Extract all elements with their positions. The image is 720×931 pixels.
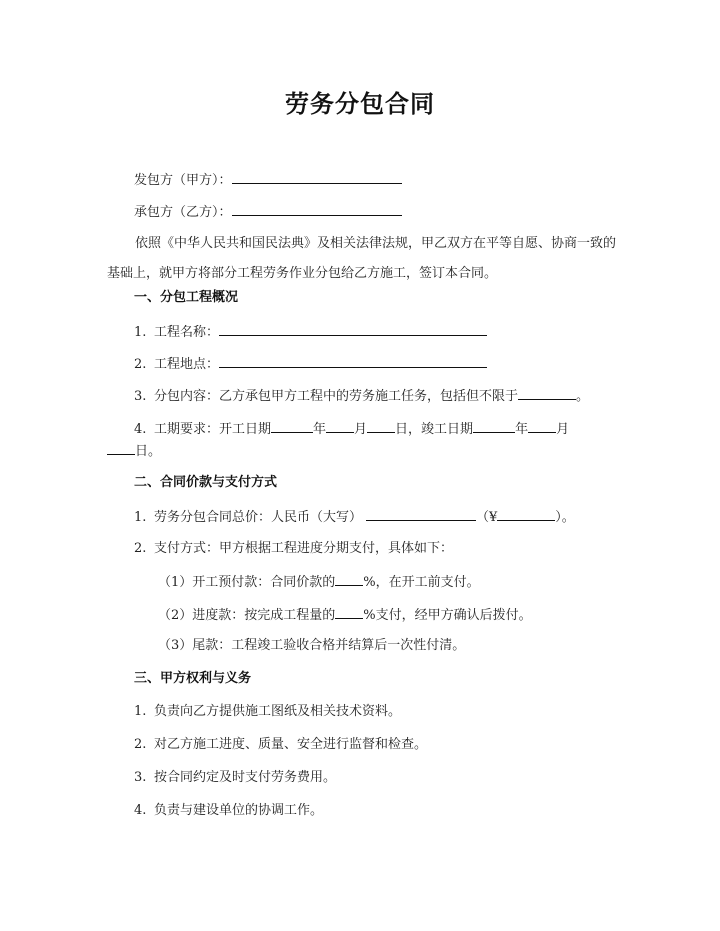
preamble-paragraph: 依照《中华人民共和国民法典》及相关法律法规，甲乙双方在平等自愿、协商一致的基础上，就甲方将部分工程劳务作业分包给乙方施工，签订本合同。 bbox=[107, 236, 617, 281]
end-year-field[interactable] bbox=[473, 419, 515, 433]
end-month-field[interactable] bbox=[528, 419, 556, 433]
section-1-item-2: 2. 工程地点： bbox=[134, 354, 487, 374]
party-a-field[interactable] bbox=[232, 170, 402, 184]
total-price-text: 劳务分包合同总价：人民币（大写） bbox=[154, 510, 363, 525]
payment-method-text: 支付方式：甲方根据工程进度分期支付，具体如下： bbox=[154, 541, 454, 556]
start-year-field[interactable] bbox=[271, 419, 313, 433]
section-3-item-3: 3. 按合同约定及时支付劳务费用。 bbox=[134, 770, 337, 785]
section-3-item-4: 4. 负责与建设单位的协调工作。 bbox=[134, 803, 324, 818]
section-1-item-1: 1. 工程名称： bbox=[134, 322, 487, 342]
payment-sub-item-3: （3）尾款：工程竣工验收合格并结算后一次性付清。 bbox=[158, 638, 466, 653]
project-location-field[interactable] bbox=[219, 354, 487, 368]
party-b-line bbox=[134, 202, 402, 222]
party-a-line bbox=[134, 170, 402, 190]
section-1-item-4-cont: 日。 bbox=[107, 441, 161, 461]
section-1-heading: 一、分包工程概况 bbox=[134, 290, 239, 305]
document-title: 劳务分包合同 bbox=[285, 90, 435, 118]
project-name-field[interactable] bbox=[219, 322, 487, 336]
progress-payment-percent-field[interactable] bbox=[335, 605, 363, 619]
section-2-item-1: 1. 劳务分包合同总价：人民币（大写） （¥ ）。 bbox=[134, 507, 575, 527]
start-month-field[interactable] bbox=[326, 419, 354, 433]
section-2-heading: 二、合同价款与支付方式 bbox=[134, 475, 278, 490]
project-name-label: 工程名称： bbox=[154, 325, 220, 340]
section-1-item-4: 4. 工期要求：开工日期 年 月 日，竣工日期 年 月 bbox=[134, 419, 569, 439]
section-1-item-3: 3. 分包内容：乙方承包甲方工程中的劳务施工任务，包括但不限于 。 bbox=[134, 386, 589, 406]
section-3-item-2: 2. 对乙方施工进度、质量、安全进行监督和检查。 bbox=[134, 737, 428, 752]
start-day-field[interactable] bbox=[367, 419, 395, 433]
party-a-label: 发包方（甲方）： bbox=[134, 173, 232, 188]
section-3-item-1: 1. 负责向乙方提供施工图纸及相关技术资料。 bbox=[134, 704, 402, 719]
section-3-heading: 三、甲方权利与义务 bbox=[134, 671, 252, 686]
party-b-field[interactable] bbox=[232, 202, 402, 216]
subcontract-scope-text: 分包内容：乙方承包甲方工程中的劳务施工任务，包括但不限于 bbox=[154, 389, 519, 404]
section-2-item-2: 2. 支付方式：甲方根据工程进度分期支付，具体如下： bbox=[134, 541, 454, 556]
subcontract-scope-field[interactable] bbox=[518, 386, 576, 400]
payment-sub-item-1: （1）开工预付款：合同价款的 %，在开工前支付。 bbox=[158, 572, 480, 592]
advance-payment-percent-field[interactable] bbox=[335, 572, 363, 586]
project-location-label: 工程地点： bbox=[154, 357, 220, 372]
payment-sub-item-2: （2）进度款：按完成工程量的 %支付，经甲方确认后拨付。 bbox=[158, 605, 532, 625]
total-price-number-field[interactable] bbox=[497, 507, 555, 521]
party-b-label: 承包方（乙方）： bbox=[134, 205, 232, 220]
end-day-field[interactable] bbox=[107, 441, 135, 455]
total-price-words-field[interactable] bbox=[366, 507, 476, 521]
